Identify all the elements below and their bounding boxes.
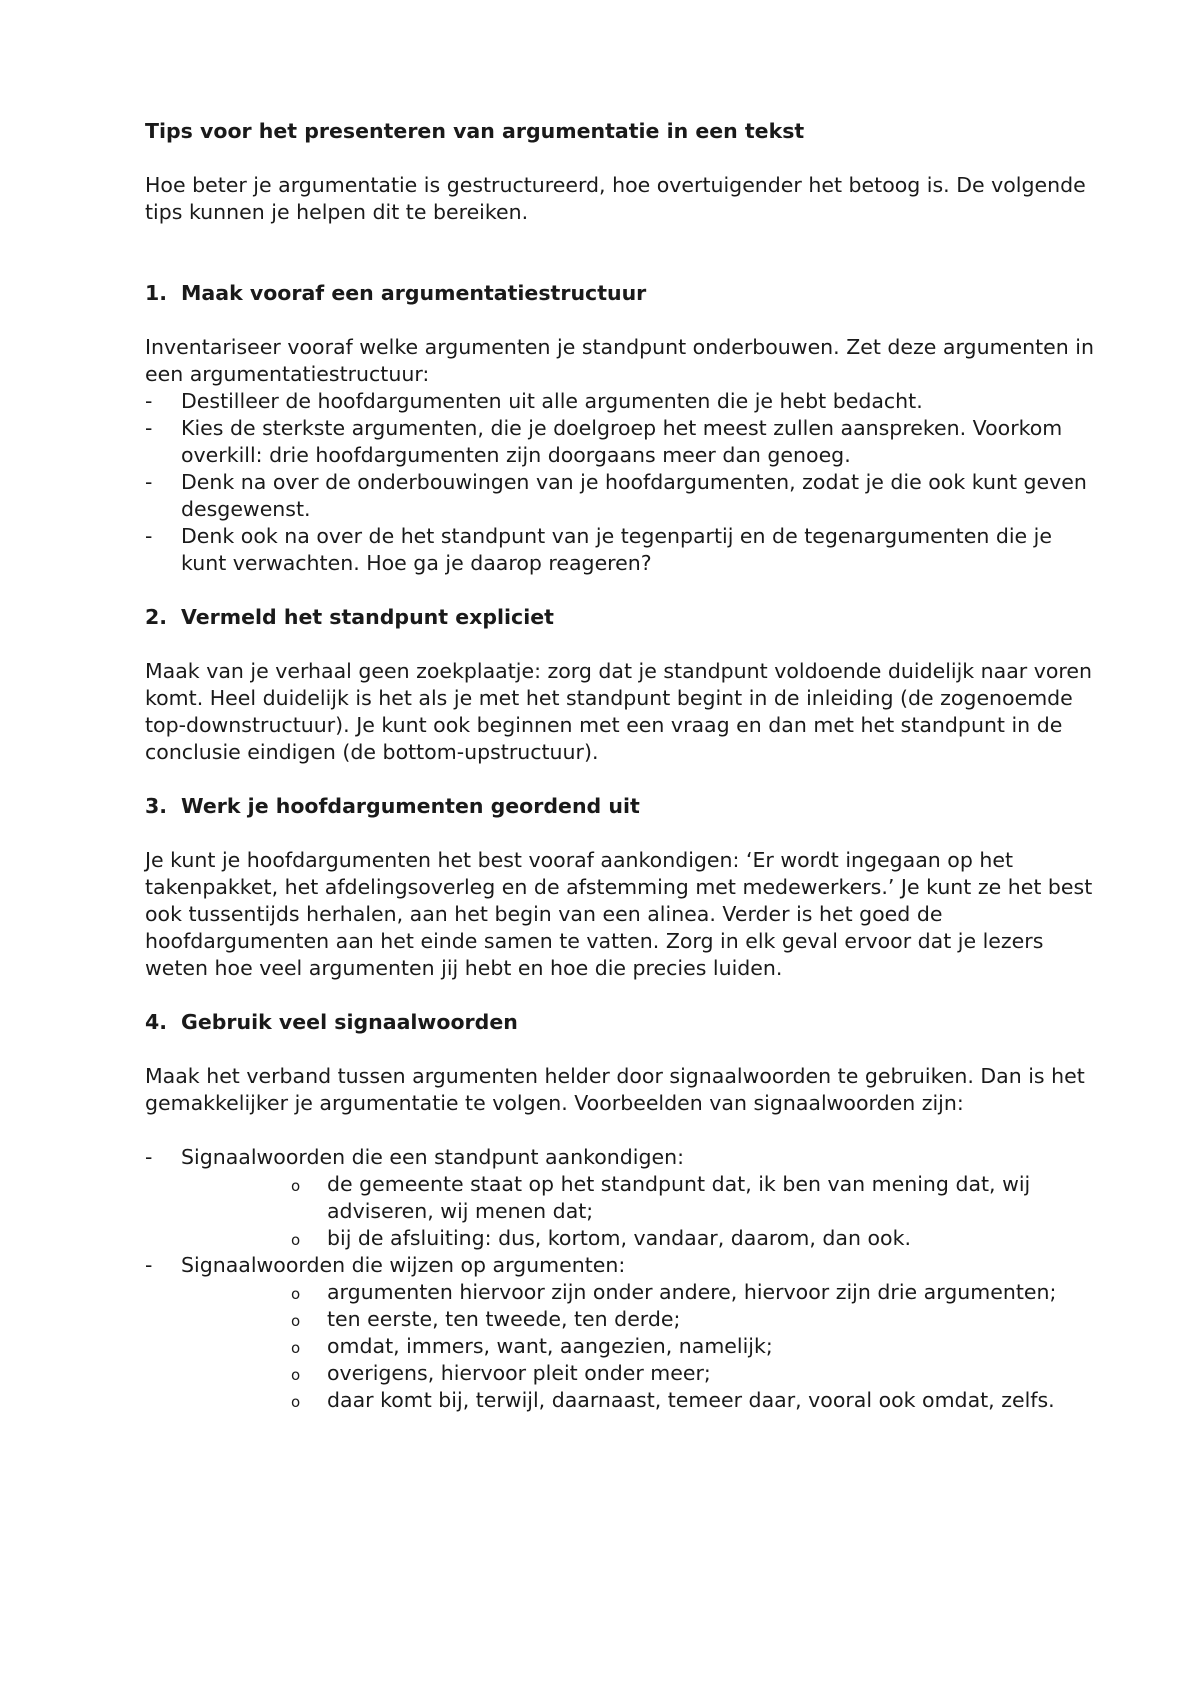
section-4-number: 4. — [145, 1010, 168, 1034]
list-item: - Denk ook na over de het standpunt van je tegenpartij en de tegenargumenten die je kunt verwachten. Hoe ga je daarop reageren? — [145, 524, 1052, 575]
section-1-heading — [145, 280, 1095, 307]
list-item: - Destilleer de hoofdargumenten uit alle argumenten die je hebt bedacht. — [145, 389, 923, 413]
section-3-title: Werk je hoofdargumenten geordend uit — [181, 794, 640, 818]
sub-list-item: o ten eerste, ten tweede, ten derde; — [291, 1307, 681, 1331]
section-1-list — [145, 388, 1095, 577]
sub-list-item: o bij de afsluiting: dus, kortom, vandaar, daarom, dan ook. — [291, 1226, 911, 1250]
sub-list-item: o omdat, immers, want, aangezien, namelijk; — [291, 1334, 773, 1358]
list-item: - Kies de sterkste argumenten, die je doelgroep het meest zullen aanspreken. Voorkom overkill: drie hoofdargumenten zijn doorgaans meer dan genoeg. — [145, 416, 1063, 467]
section-4-heading — [145, 1009, 1095, 1036]
section-2-title: Vermeld het standpunt expliciet — [181, 605, 554, 629]
section-3-heading — [145, 793, 1095, 820]
sub-list — [181, 1171, 1095, 1252]
group-label: Signaalwoorden die wijzen op argumenten: — [181, 1253, 626, 1277]
sub-list-item: o de gemeente staat op het standpunt dat, ik ben van mening dat, wij adviseren, wij menen dat; — [291, 1172, 1031, 1223]
section-4-body: Maak het verband tussen argumenten helder door signaalwoorden te gebruiken. Dan is het gemakkelijker je argumentatie te volgen. Voorbeelden van signaalwoorden zijn: — [145, 1064, 1085, 1115]
section-1-title: Maak vooraf een argumentatiestructuur — [181, 281, 647, 305]
section-1-body: Inventariseer vooraf welke argumenten je standpunt onderbouwen. Zet deze argumenten in een argumentatiestructuur: — [145, 335, 1094, 386]
list-item: - Signaalwoorden die een standpunt aankondigen: o de gemeente staat op het standpunt dat, ik ben van mening dat, wij adviseren, wij menen dat; o bij de afsluiting: dus, kortom, vandaar, daarom, dan ook. — [145, 1144, 1095, 1252]
sub-list — [181, 1279, 1095, 1414]
section-2-number: 2. — [145, 605, 168, 629]
section-3-number: 3. — [145, 794, 168, 818]
signal-words-list — [145, 1144, 1095, 1414]
section-4-title: Gebruik veel signaalwoorden — [181, 1010, 518, 1034]
document-page — [145, 118, 1095, 1414]
sub-list-item: o overigens, hiervoor pleit onder meer; — [291, 1361, 711, 1385]
sub-list-item: o daar komt bij, terwijl, daarnaast, temeer daar, vooral ook omdat, zelfs. — [291, 1388, 1055, 1412]
group-label: Signaalwoorden die een standpunt aankondigen: — [181, 1145, 685, 1169]
intro-paragraph: Hoe beter je argumentatie is gestructureerd, hoe overtuigender het betoog is. De volgende tips kunnen je helpen dit te bereiken. — [145, 173, 1086, 224]
section-3-body: Je kunt je hoofdargumenten het best vooraf aankondigen: ‘Er wordt ingegaan op het takenpakket, het afdelingsoverleg en de afstemming met medewerkers.’ Je kunt ze het best ook tussentijds herhalen, aan het begin van een alinea. Verder is het goed de hoofdargumenten aan het einde samen te vatten. Zorg in elk geval ervoor dat je lezers weten hoe veel argumenten jij hebt en hoe die precies luiden. — [145, 848, 1093, 980]
document-title: Tips voor het presenteren van argumentatie in een tekst — [145, 119, 805, 143]
section-2-body: Maak van je verhaal geen zoekplaatje: zorg dat je standpunt voldoende duidelijk naar voren komt. Heel duidelijk is het als je met het standpunt begint in de inleiding (de zogenoemde top-downstructuur). Je kunt ook beginnen met een vraag en dan met het standpunt in de conclusie eindigen (de bottom-upstructuur). — [145, 659, 1092, 764]
section-1-number: 1. — [145, 281, 168, 305]
sub-list-item: o argumenten hiervoor zijn onder andere, hiervoor zijn drie argumenten; — [291, 1280, 1057, 1304]
list-item: - Denk na over de onderbouwingen van je hoofdargumenten, zodat je die ook kunt geven desgewenst. — [145, 470, 1087, 521]
list-item: - Signaalwoorden die wijzen op argumenten: o argumenten hiervoor zijn onder andere, hiervoor zijn drie argumenten; o ten eerste, ten tweede, ten derde; o omdat, immers, want, aangezien, namelijk; o overigens, hiervoor pleit onder meer; o daar komt bij, terwijl, daarnaast, temeer daar, vooral ook omdat, zelfs. — [145, 1252, 1095, 1414]
section-2-heading — [145, 604, 1095, 631]
